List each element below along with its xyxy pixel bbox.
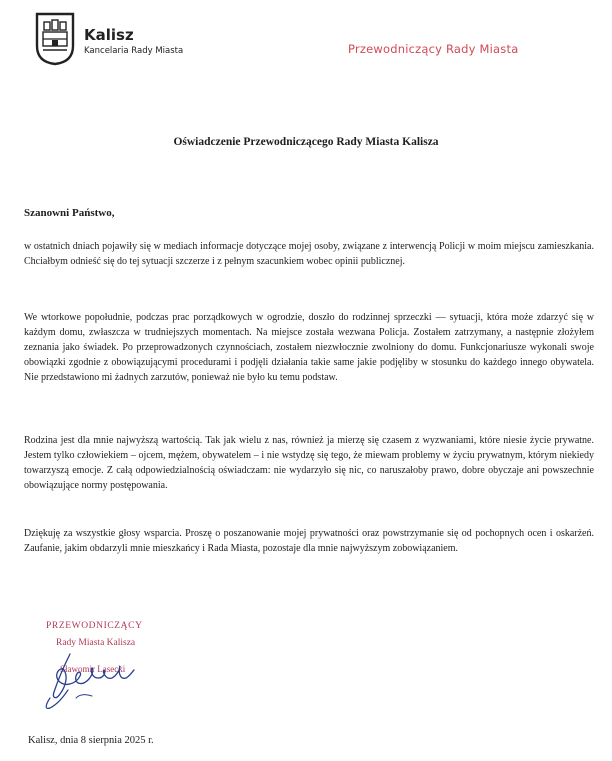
date-line: Kalisz, dnia 8 sierpnia 2025 r. bbox=[28, 735, 154, 746]
org-name: Kalisz bbox=[84, 26, 134, 44]
stamp-signatory-name: Sławomir Lasecki bbox=[60, 664, 126, 674]
kalisz-coat-of-arms-icon bbox=[35, 12, 75, 66]
body-paragraph-3: Rodzina jest dla mnie najwyższą wartością. Tak jak wielu z nas, również ja mierzę się czasem z wyzwaniami, które niesie życie prywatne. Jestem tylko człowiekiem – ojcem, mężem, obywatelem – i nie wstydzę się tego, że miewam problemy w życiu prywatnym, którym niekiedy towarzyszą emocje. Z całą odpowiedzialnością oświadczam: nie wydarzyło się nic, co naruszałoby prawo, dobre obyczaje ani powszechnie obowiązujące normy postępowania. bbox=[24, 435, 594, 491]
body-paragraph-1: w ostatnich dniach pojawiły się w mediach informacje dotyczące mojej osoby, związane z interwencją Policji w moim miejscu zamieszkania. Chciałbym odnieść się do tej sytuacji szczerze i z pełnym szacunkiem wobec opinii publicznej. bbox=[24, 241, 594, 267]
org-logo-text bbox=[84, 27, 183, 56]
salutation: Szanowni Państwo, bbox=[24, 207, 115, 219]
body-paragraph-4: Dziękuję za wszystkie głosy wsparcia. Proszę o poszanowanie mojej prywatności oraz powstrzymanie się od pochopnych ocen i oskarżeń. Zaufanie, jakim obdarzyli mnie mieszkańcy i Rada Miasta, pozostaje dla mnie najwyższym zobowiązaniem. bbox=[24, 528, 594, 554]
org-subtitle: Kancelaria Rady Miasta bbox=[84, 46, 184, 56]
document-title: Oświadczenie Przewodniczącego Rady Miasta Kalisza bbox=[173, 136, 439, 148]
stamp-institution: Rady Miasta Kalisza bbox=[56, 638, 136, 648]
body-paragraph-2: We wtorkowe popołudnie, podczas prac porządkowych w ogrodzie, doszło do rodzinnej sprzeczki — sytuacji, która może zdarzyć się w każdym domu, zwłaszcza w trudniejszych momentach. Na miejsce została wezwana Policja. Zostałem zatrzymany, a następnie złożyłem zeznania jako świadek. Po przeprowadzonych czynnościach, zostałem niezwłocznie zwolniony do domu. Funkcjonariusze wykonali swoje obowiązki zgodnie z obowiązującymi procedurami i podjęli działania takie same jakie podjęliby w stosunku do każdego innego obywatela. Nie przedstawiono mi żadnych zarzutów, ponieważ nie było ku temu podstaw. bbox=[24, 312, 594, 383]
handwritten-signature bbox=[36, 640, 146, 712]
stamp-title: PRZEWODNICZĄCY bbox=[46, 621, 143, 631]
header-office-label: Przewodniczący Rady Miasta bbox=[348, 42, 519, 56]
